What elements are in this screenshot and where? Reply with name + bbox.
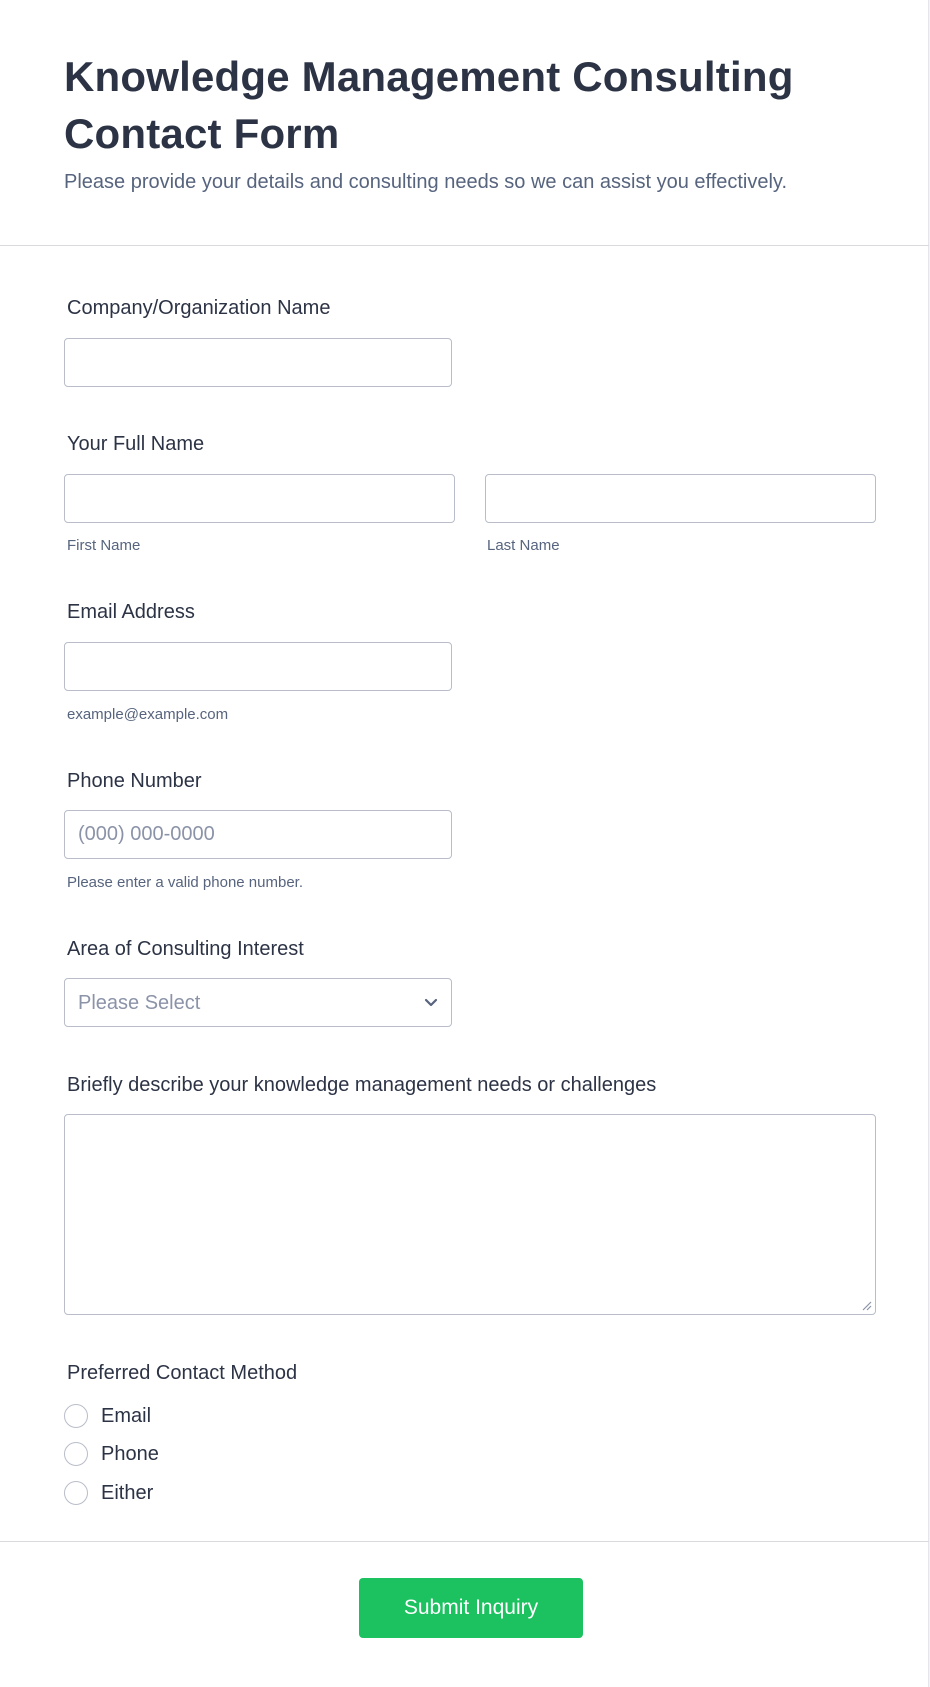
phone-input[interactable] <box>64 810 452 859</box>
full-name-label: Your Full Name <box>67 433 205 455</box>
radio-button[interactable] <box>64 1442 88 1466</box>
contact-method-label: Preferred Contact Method <box>67 1362 298 1384</box>
chevron-down-icon <box>423 996 439 1010</box>
needs-label: Briefly describe your knowledge management needs or challenges <box>67 1074 657 1096</box>
radio-option-label: Email <box>101 1405 152 1427</box>
radio-option-label: Phone <box>101 1443 159 1465</box>
last-name-input[interactable] <box>485 474 876 523</box>
footer-divider <box>0 1541 929 1542</box>
company-label: Company/Organization Name <box>67 297 331 319</box>
header-divider <box>0 245 929 246</box>
needs-textarea[interactable] <box>64 1114 876 1315</box>
last-name-sublabel: Last Name <box>487 537 560 554</box>
radio-button[interactable] <box>64 1404 88 1428</box>
form-subtitle: Please provide your details and consulting needs so we can assist you effectively. <box>64 171 788 193</box>
interest-select[interactable] <box>64 978 452 1027</box>
submit-button[interactable]: Submit Inquiry <box>359 1578 583 1638</box>
phone-sublabel: Please enter a valid phone number. <box>67 874 303 891</box>
phone-label: Phone Number <box>67 770 202 792</box>
radio-button[interactable] <box>64 1481 88 1505</box>
form-header <box>64 48 864 196</box>
radio-option-label: Either <box>101 1482 154 1504</box>
form-title: Knowledge Management Consulting Contact Form <box>64 53 794 157</box>
interest-select-value: Please Select <box>78 992 201 1014</box>
interest-label: Area of Consulting Interest <box>67 938 304 960</box>
resize-grip-icon[interactable] <box>860 1299 872 1311</box>
email-sublabel: example@example.com <box>67 706 229 723</box>
first-name-input[interactable] <box>64 474 455 523</box>
first-name-sublabel: First Name <box>67 537 141 554</box>
company-input[interactable] <box>64 338 452 387</box>
email-label: Email Address <box>67 601 195 623</box>
email-input[interactable] <box>64 642 452 691</box>
